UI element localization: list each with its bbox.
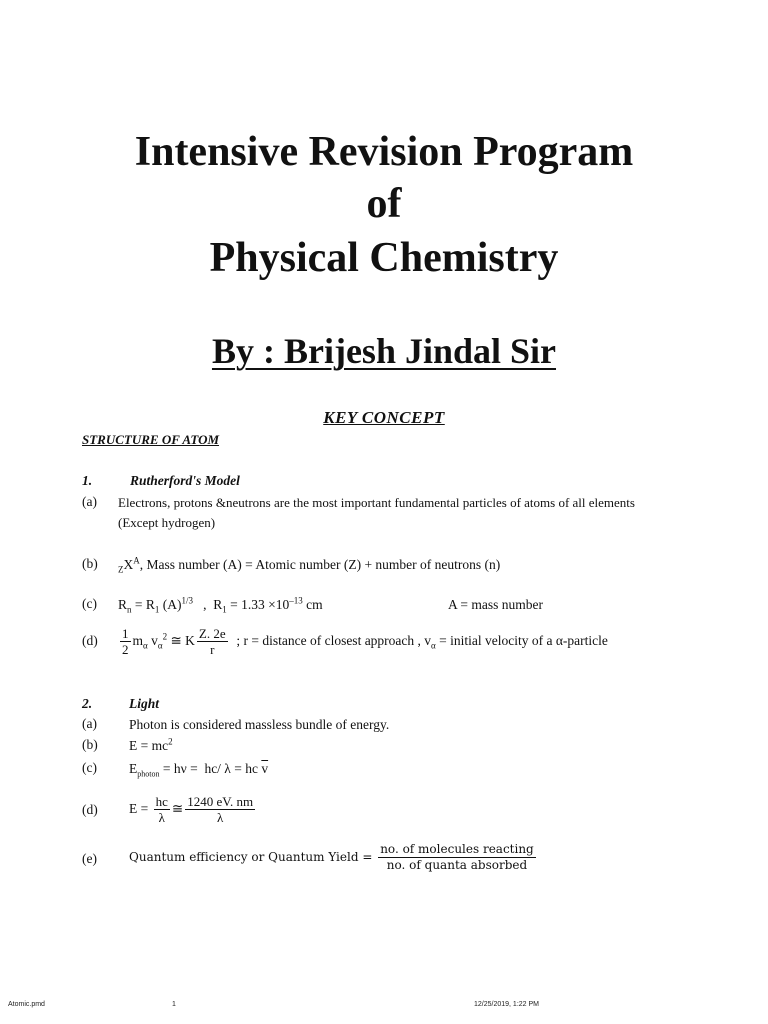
s1-a-line1: Electrons, protons &neutrons are the most important fundamental particles of atoms of all elements bbox=[118, 495, 635, 510]
s1-d-formula: $\frac{1}{2}$ $m_\alpha$ $v_\alpha^2$ ≅ K $\frac{Z. 2e}{r}$ ; r = distance of closest approach , $v_\alpha$ = initial velocity of a α-particle bbox=[122, 626, 608, 658]
s2-d-formula: E = $\frac{hc}{\lambda}$ ≅ $\frac{1240 eV. nm}{\lambda}$ bbox=[129, 794, 254, 826]
author-line bbox=[0, 330, 768, 372]
s1-d-text: ; r = distance of closest approach , v bbox=[236, 633, 432, 648]
s1-c-r1: = 1.33 ×10 bbox=[230, 597, 290, 612]
footer-date: 12/25/2019, 1:22 PM bbox=[474, 1001, 539, 1008]
title-line-1: Intensive Revision Program bbox=[134, 129, 634, 175]
s2-d-mark: (d) bbox=[82, 802, 98, 817]
s2-c-mark: (c) bbox=[82, 760, 97, 775]
s1-b-line: $_ZX^A$, Mass number (A) = Atomic number (Z) + number of neutrons (n) bbox=[118, 555, 501, 575]
s1-a-line2: (Except hydrogen) bbox=[118, 515, 216, 530]
s2-d-num: 1240 eV. nm bbox=[187, 794, 254, 810]
footer-page: 1 bbox=[172, 1001, 176, 1008]
section2-heading: Light bbox=[129, 696, 160, 711]
half-fraction: $\frac{1}{2}$ bbox=[122, 626, 129, 658]
title-line-2: of bbox=[366, 181, 402, 227]
s1-b-text: , Mass number (A) = Atomic number (Z) + number of neutrons (n) bbox=[139, 557, 501, 572]
section2-number: 2. bbox=[82, 696, 93, 711]
s2-b-text: E = mc bbox=[129, 738, 169, 753]
section1-heading: Rutherford's Model bbox=[130, 473, 240, 488]
s2-e-den: no. of quanta absorbed bbox=[386, 858, 528, 872]
s1-b-mark: (b) bbox=[82, 556, 98, 571]
s1-c-mark: (c) bbox=[82, 596, 97, 611]
s2-e-num: no. of molecules reacting bbox=[380, 842, 534, 856]
s1-a-mark: (a) bbox=[82, 494, 97, 509]
s2-b-mark: (b) bbox=[82, 737, 98, 752]
quantum-yield-fraction bbox=[378, 842, 536, 873]
s2-a-text: Photon is considered massless bundle of energy. bbox=[129, 717, 390, 732]
s2-a-mark: (a) bbox=[82, 716, 97, 731]
ev-lambda-fraction: $\frac{1240 eV. nm}{\lambda}$ bbox=[187, 794, 254, 826]
s1-c-unit: cm bbox=[306, 597, 323, 612]
author-text: By : Brijesh Jindal Sir bbox=[211, 331, 557, 371]
s1-c-right: A = mass number bbox=[448, 597, 543, 612]
s1-c-exp: –13 bbox=[289, 595, 303, 606]
s2-b-line: $E = mc^2$ bbox=[129, 736, 173, 753]
s2-c-formula: $E_{photon} = h\nu = hc/$ λ = hc $\overline{v}$ bbox=[129, 761, 269, 779]
hc-lambda-fraction: $\frac{hc}{\lambda}$ bbox=[155, 794, 168, 826]
s2-e-formula bbox=[129, 838, 538, 876]
s2-e-mark: (e) bbox=[82, 851, 97, 866]
section1-number: 1. bbox=[82, 473, 93, 488]
key-concept-heading: KEY CONCEPT bbox=[323, 408, 445, 427]
ze-fraction: $\frac{Z. 2e}{r}$ bbox=[198, 626, 226, 658]
structure-heading: STRUCTURE OF ATOM bbox=[82, 432, 220, 447]
title-line-3: Physical Chemistry bbox=[209, 235, 559, 281]
s1-d-text2: = initial velocity of a α-particle bbox=[439, 633, 608, 648]
s2-e-text: Quantum efficiency or Quantum Yield = bbox=[129, 850, 373, 864]
footer-file: Atomic.pmd bbox=[8, 1001, 45, 1008]
s1-c-formula: $R_n = R_1$ $(A)^{1/3}$ , $R_1 = 1.33 \times 10^{-13}$ cm bbox=[118, 595, 323, 615]
s1-d-mark: (d) bbox=[82, 633, 98, 648]
